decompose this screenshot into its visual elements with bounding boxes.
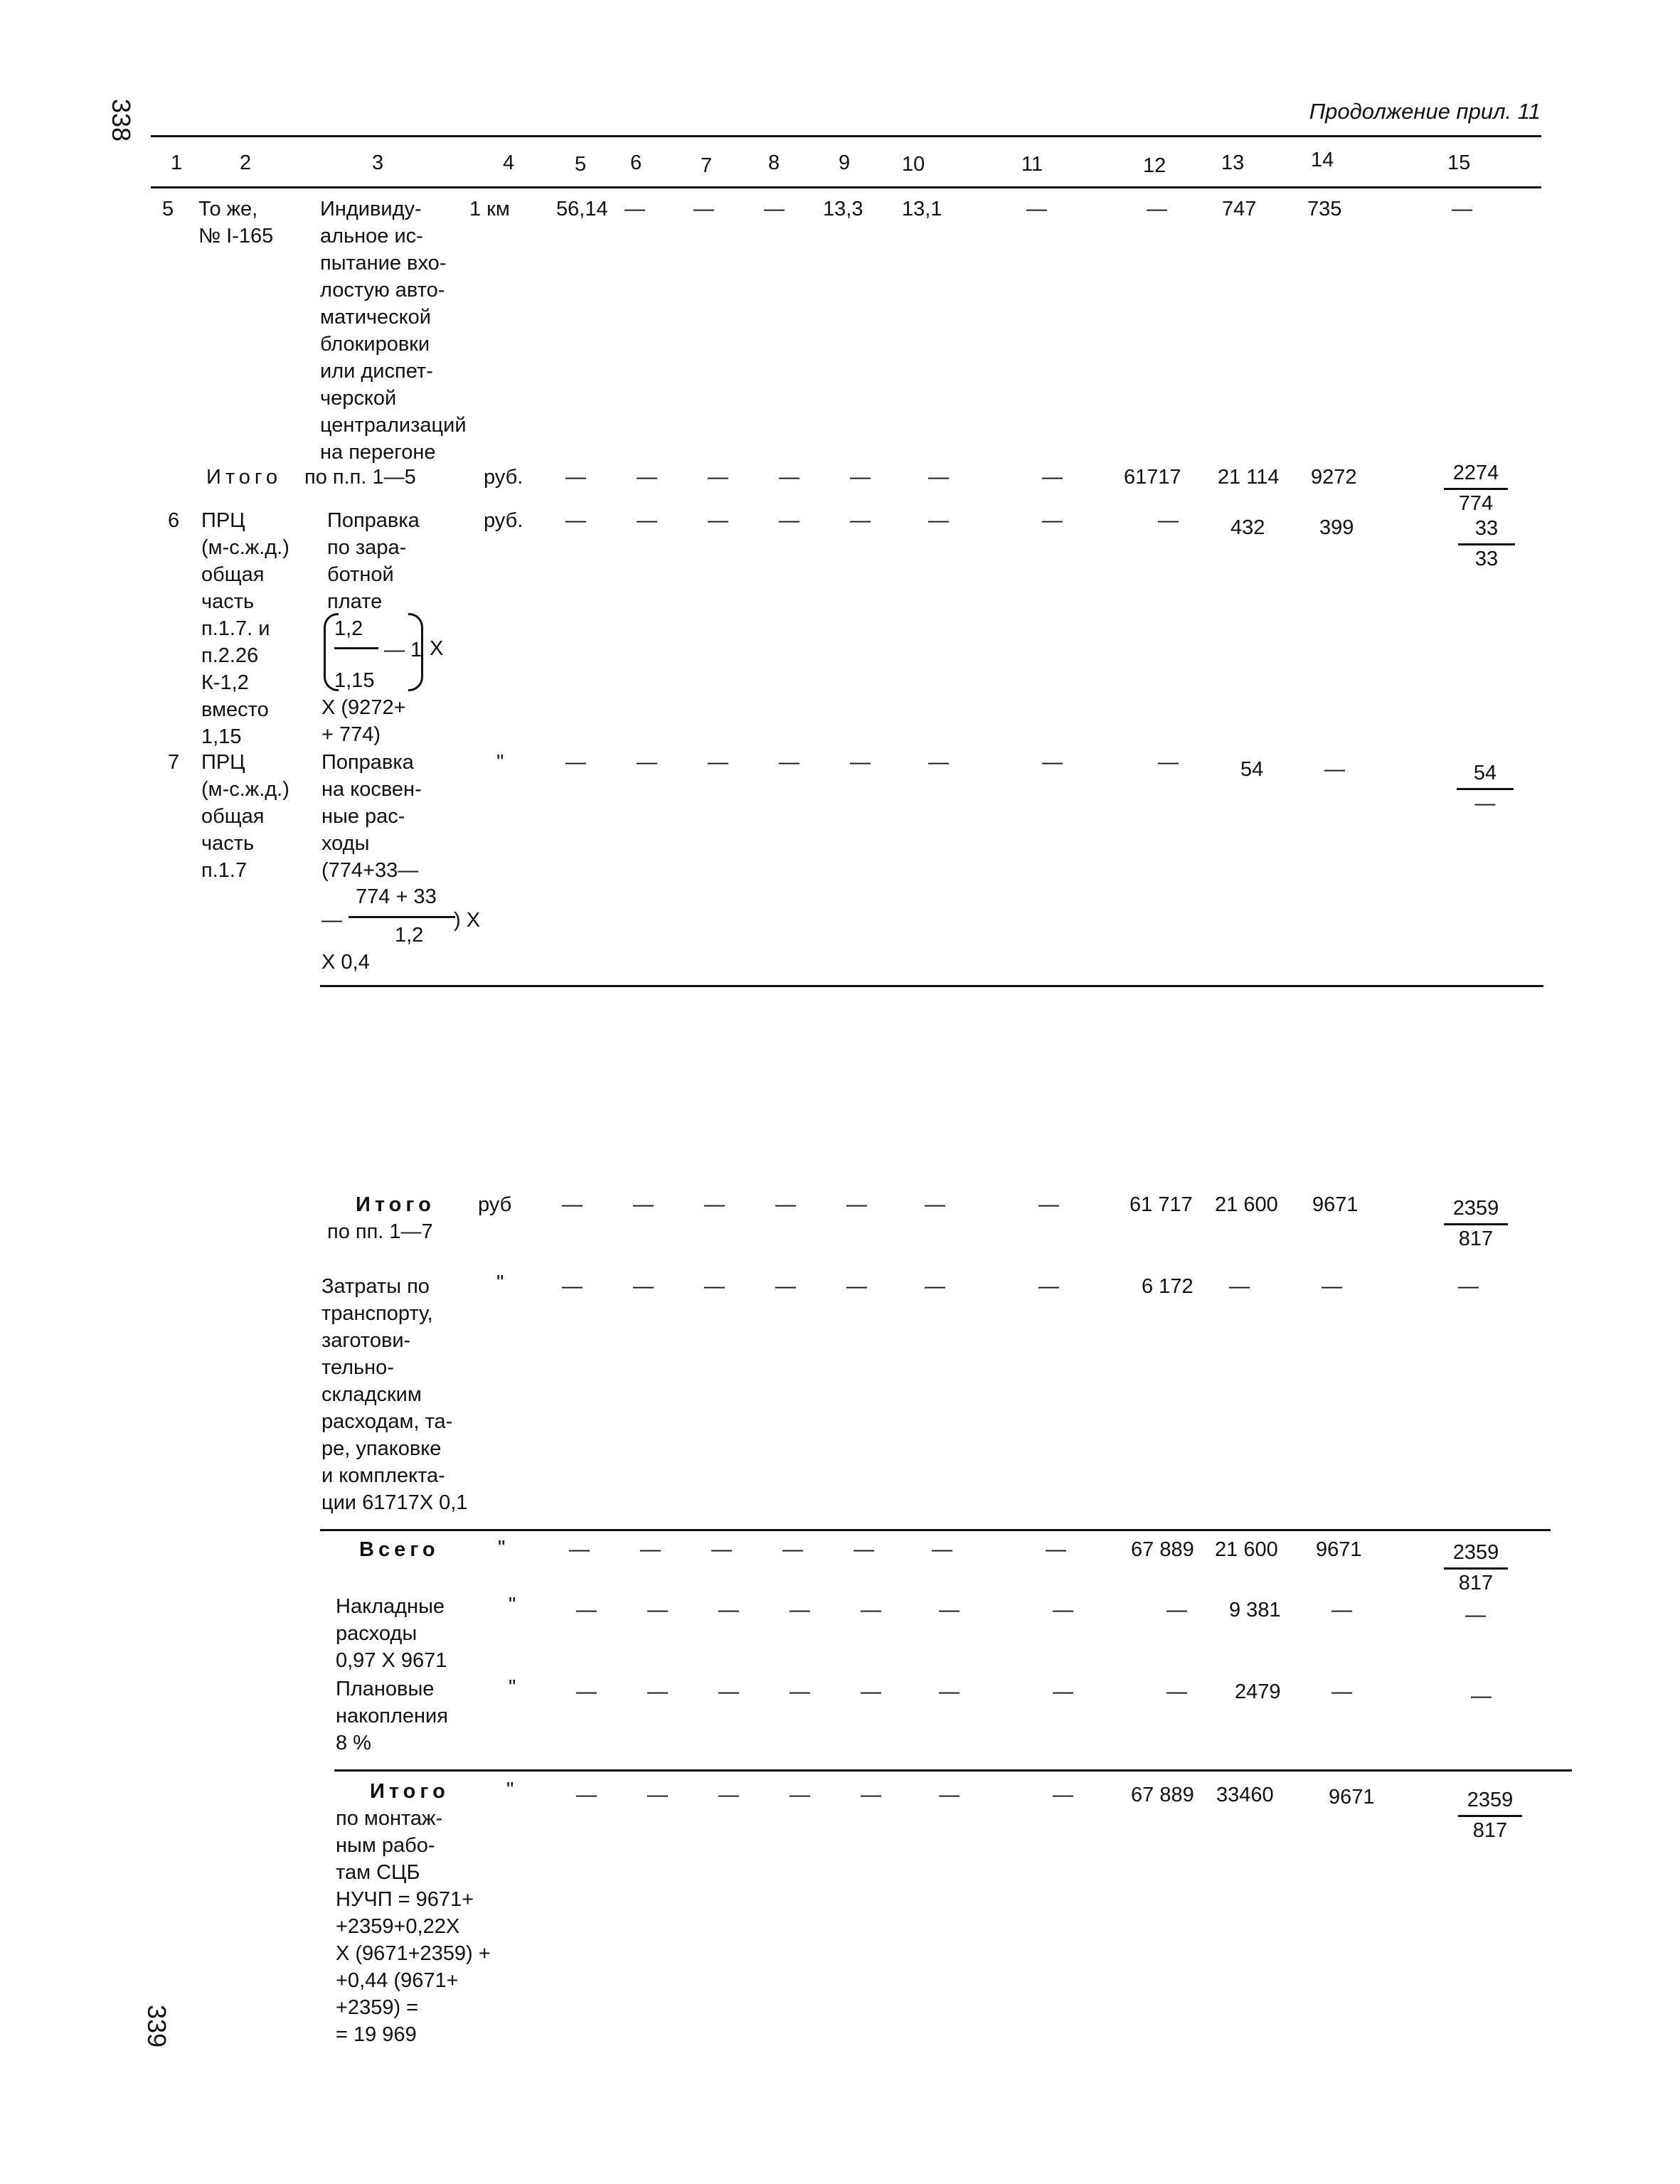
col5-dash: —: [576, 1784, 597, 1806]
work-name-cell: Плановые накопления 8 %: [336, 1678, 448, 1754]
work-name-cell: Накладные расходы 0,97 X 9671: [336, 1595, 447, 1672]
col8-dash: —: [779, 509, 799, 532]
total-label-rest: по п.п. 1—5: [304, 466, 416, 489]
col10-dash: —: [928, 751, 949, 774]
col9-dash: —: [861, 1599, 881, 1621]
fraction-denominator: 817: [1472, 1819, 1508, 1842]
page-number-bottom: 339: [142, 2004, 172, 2048]
col-num-2: 2: [240, 151, 252, 174]
unit-cell: ": [496, 1272, 504, 1294]
col9-dash: —: [854, 1538, 874, 1561]
col7-dash: —: [718, 1680, 739, 1703]
col12-dash: —: [1158, 751, 1179, 774]
col11-dash: —: [1053, 1599, 1073, 1621]
section-rule-3: [334, 1769, 1572, 1772]
col14-value: 399: [1319, 516, 1354, 539]
work-name-cell: Индивиду- альное ис- пытание вхо- лостую авто- матической блокировки или диспет- черской централизаций на перегоне: [320, 198, 467, 464]
work-name-cell: Поправка на косвен- ные рас- ходы (774+33—: [321, 751, 422, 882]
basis-cell: ПРЦ (м-с.ж.д.) общая часть п.1.7. и п.2.26 К-1,2 вместо 1,15: [201, 509, 289, 748]
col-num-4: 4: [503, 151, 515, 174]
fraction-denominator: —: [1474, 792, 1496, 815]
col11-dash: —: [1026, 198, 1047, 220]
basis-cell: То же, № I-165: [198, 198, 274, 247]
col11-dash: —: [1053, 1784, 1073, 1806]
col14-value: 9272: [1311, 466, 1357, 489]
formula-denominator: 1,15: [334, 669, 375, 692]
col8-dash: —: [764, 198, 785, 220]
total-label-rest: по пп. 1—7: [327, 1220, 433, 1243]
col7-dash: —: [708, 509, 728, 532]
formula-lead: —: [321, 909, 342, 932]
col5-dash: —: [565, 751, 586, 774]
col6-dash: —: [647, 1784, 668, 1806]
col10-dash: —: [939, 1680, 959, 1703]
col13-value: 747: [1222, 198, 1257, 220]
work-name-cell: Затраты по транспорту, заготови- тельно- складским расходам, та- ре, упаковке и комплекта- ции 61717X 0,1: [321, 1275, 468, 1514]
formula-minus-one: — 1: [384, 639, 422, 661]
col7-dash: —: [704, 1275, 725, 1298]
unit-cell: 1 км: [469, 198, 510, 220]
section-rule-1: [320, 985, 1543, 987]
col6-dash: —: [633, 1275, 654, 1298]
col9-value: 13,3: [823, 198, 863, 220]
unit-cell: руб.: [484, 509, 523, 532]
col15-dash: —: [1452, 198, 1472, 220]
formula-denominator: 1,2: [395, 924, 424, 947]
formula-tail: ) X: [454, 909, 481, 932]
col13-value: 54: [1240, 758, 1264, 781]
col7-dash: —: [718, 1599, 739, 1621]
fraction-numerator: 2359: [1458, 1786, 1522, 1817]
col-num-14: 14: [1311, 149, 1334, 171]
col8-dash: —: [775, 1193, 796, 1216]
col15-fraction: [1444, 1195, 1508, 1252]
fraction-denominator: 774: [1458, 492, 1494, 515]
col12-dash: —: [1166, 1599, 1187, 1621]
row-number: 6: [168, 509, 180, 532]
col12-dash: —: [1147, 198, 1167, 220]
col14-value: 735: [1307, 198, 1342, 220]
col-num-13: 13: [1221, 151, 1245, 174]
formula-numerator: 1,2: [334, 617, 363, 640]
col13-value: 33460: [1216, 1784, 1274, 1806]
col-num-8: 8: [768, 151, 780, 174]
col12-value: 61717: [1124, 466, 1181, 489]
page-number-top: 338: [107, 98, 137, 142]
col10-dash: —: [928, 509, 949, 532]
col11-dash: —: [1042, 466, 1063, 489]
total-label: Всего: [359, 1538, 440, 1561]
col15-fraction: [1457, 760, 1514, 817]
unit-cell: ": [506, 1779, 514, 1801]
col7-dash: —: [711, 1538, 732, 1561]
col6-dash: —: [640, 1538, 661, 1561]
row-number: 7: [168, 751, 180, 774]
col11-dash: —: [1042, 509, 1063, 532]
col-num-12: 12: [1143, 154, 1166, 177]
col5-dash: —: [576, 1680, 597, 1703]
col12-value: 67 889: [1131, 1538, 1194, 1561]
col10-dash: —: [925, 1193, 945, 1216]
col5-value: 56,14: [556, 198, 608, 220]
paren-right: [408, 613, 423, 691]
col14-dash: —: [1331, 1680, 1352, 1703]
unit-cell: руб.: [484, 466, 523, 489]
col10-value: 13,1: [902, 198, 942, 220]
col12-value: 6 172: [1142, 1275, 1193, 1298]
fraction-numerator: 2359: [1444, 1195, 1508, 1225]
col11-dash: —: [1053, 1680, 1073, 1703]
col8-dash: —: [775, 1275, 796, 1298]
col6-dash: —: [637, 751, 657, 774]
col11-dash: —: [1038, 1193, 1059, 1216]
col14-dash: —: [1331, 1599, 1352, 1621]
col-num-7: 7: [701, 154, 713, 177]
col10-dash: —: [928, 466, 949, 489]
formula-multiplier: X 0,4: [321, 951, 370, 974]
unit-cell: ": [496, 751, 504, 774]
col13-value: 2479: [1235, 1680, 1281, 1703]
col8-dash: —: [790, 1599, 810, 1621]
col13-value: 21 600: [1215, 1193, 1278, 1216]
col15-fraction: [1458, 515, 1515, 572]
unit-cell: ": [509, 1594, 516, 1616]
col15-dash: —: [1458, 1275, 1479, 1298]
col14-value: 9671: [1312, 1193, 1359, 1216]
col14-value: 9671: [1316, 1538, 1362, 1561]
fraction-numerator: 2359: [1444, 1539, 1508, 1570]
col13-value: 21 114: [1218, 466, 1280, 489]
col9-dash: —: [850, 509, 871, 532]
col6-dash: —: [637, 509, 657, 532]
col-num-10: 10: [902, 153, 925, 176]
col6-dash: —: [647, 1680, 668, 1703]
col9-dash: —: [846, 1193, 867, 1216]
col9-dash: —: [850, 466, 871, 489]
col13-value: 21 600: [1215, 1538, 1278, 1561]
col9-dash: —: [861, 1784, 881, 1806]
header-rule-top: [151, 135, 1541, 137]
col5-dash: —: [565, 509, 586, 532]
col6-dash: —: [624, 198, 645, 220]
col12-value: 61 717: [1129, 1193, 1193, 1216]
col13-dash: —: [1229, 1275, 1250, 1298]
col-num-3: 3: [372, 151, 384, 174]
col12-dash: —: [1158, 509, 1179, 532]
formula-fraction-bar: [334, 647, 378, 649]
col-num-9: 9: [839, 151, 851, 174]
col14-value: 9671: [1329, 1786, 1375, 1809]
work-name-cell: Поправка по зара- ботной плате: [327, 509, 420, 613]
fraction-denominator: 817: [1458, 1572, 1494, 1594]
fraction-numerator: 54: [1457, 760, 1514, 790]
total-label: Итого: [356, 1193, 435, 1216]
col11-dash: —: [1038, 1275, 1059, 1298]
fraction-numerator: 2274: [1444, 459, 1508, 490]
total-label: Итого: [206, 466, 282, 489]
col12-value: 67 889: [1131, 1784, 1194, 1806]
col13-value: 9 381: [1229, 1599, 1281, 1621]
basis-cell: ПРЦ (м-с.ж.д.) общая часть п.1.7: [201, 751, 289, 882]
formula-multiply: X: [430, 637, 444, 660]
col8-dash: —: [790, 1784, 810, 1806]
header-rule-bottom: [151, 186, 1541, 188]
unit-cell: руб: [478, 1193, 512, 1216]
col-num-6: 6: [630, 151, 642, 174]
formula-fraction-bar: [349, 916, 455, 918]
col7-dash: —: [693, 198, 714, 220]
col7-dash: —: [708, 751, 728, 774]
unit-cell: ": [498, 1537, 506, 1560]
col8-dash: —: [779, 466, 799, 489]
col-num-5: 5: [575, 153, 587, 176]
col13-value: 432: [1230, 516, 1265, 539]
col9-dash: —: [846, 1275, 867, 1298]
col9-dash: —: [861, 1680, 881, 1703]
col10-dash: —: [939, 1599, 959, 1621]
col5-dash: —: [562, 1275, 583, 1298]
col12-dash: —: [1166, 1680, 1187, 1703]
col15-fraction: [1458, 1786, 1522, 1844]
col-num-11: 11: [1021, 153, 1043, 176]
col8-dash: —: [790, 1680, 810, 1703]
unit-cell: ": [509, 1676, 516, 1699]
col5-dash: —: [569, 1538, 590, 1561]
col15-dash: —: [1471, 1685, 1492, 1708]
col8-dash: —: [779, 751, 799, 774]
col6-dash: —: [637, 466, 657, 489]
col10-dash: —: [925, 1275, 945, 1298]
col7-dash: —: [708, 466, 728, 489]
col15-fraction: [1444, 459, 1508, 517]
col7-dash: —: [718, 1784, 739, 1806]
col-num-15: 15: [1447, 151, 1471, 174]
section-rule-2: [320, 1529, 1551, 1531]
formula-tail: X (9272+ + 774): [321, 696, 406, 746]
col6-dash: —: [647, 1599, 668, 1621]
col5-dash: —: [576, 1599, 597, 1621]
col10-dash: —: [939, 1784, 959, 1806]
fraction-denominator: 817: [1458, 1227, 1494, 1250]
fraction-numerator: 33: [1458, 515, 1515, 545]
continuation-label: Продолжение прил. 11: [1309, 99, 1541, 124]
col10-dash: —: [932, 1538, 952, 1561]
col-num-1: 1: [171, 151, 183, 174]
col15-dash: —: [1465, 1604, 1486, 1626]
col8-dash: —: [782, 1538, 803, 1561]
col6-dash: —: [633, 1193, 654, 1216]
col11-dash: —: [1042, 751, 1063, 774]
col15-fraction: [1444, 1539, 1508, 1597]
col7-dash: —: [704, 1193, 725, 1216]
col14-dash: —: [1322, 1275, 1342, 1298]
fraction-denominator: 33: [1474, 548, 1499, 570]
col14-dash: —: [1324, 758, 1345, 781]
total-label: Итого: [370, 1780, 450, 1803]
col9-dash: —: [850, 751, 871, 774]
col5-dash: —: [565, 466, 586, 489]
col5-dash: —: [562, 1193, 583, 1216]
col11-dash: —: [1046, 1538, 1066, 1561]
formula-numerator: 774 + 33: [356, 885, 437, 908]
work-name-cell: по монтаж- ным рабо- там СЦБ НУЧП = 9671+ +2359+0,22X X (9671+2359) + +0,44 (9671+ +2359) = = 19 969: [336, 1807, 491, 2046]
row-number: 5: [162, 198, 174, 220]
